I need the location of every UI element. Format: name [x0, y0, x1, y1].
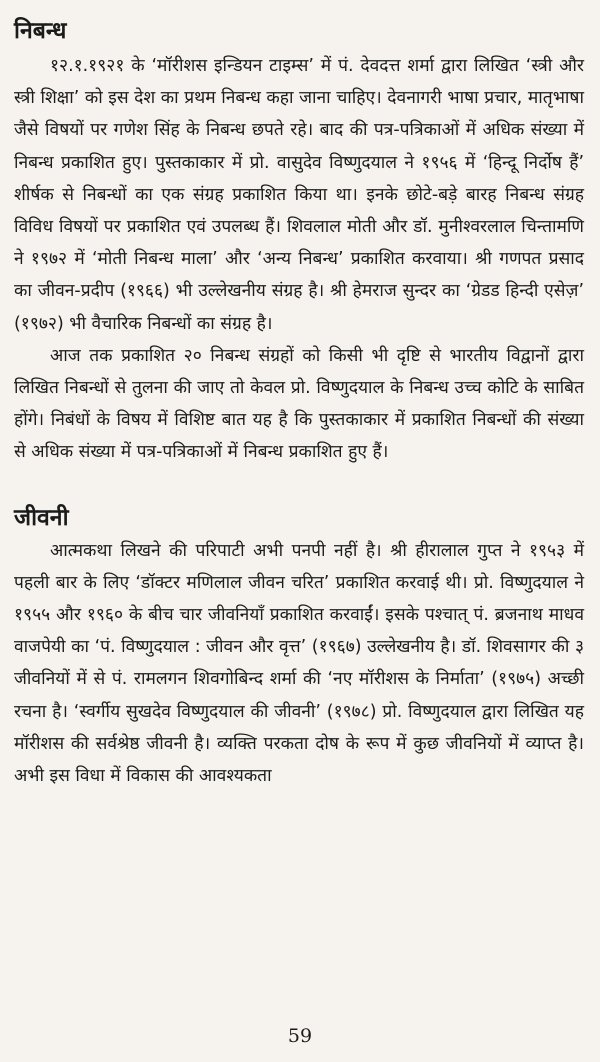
page-number: 59	[287, 1025, 313, 1047]
section-heading-jivani: जीवनी	[14, 504, 69, 531]
section-heading-nibandh: निबन्ध	[14, 18, 67, 44]
book-page	[14, 16, 584, 1046]
paragraph: आज तक प्रकाशित २० निबन्ध संग्रहों को किसी भी दृष्टि से भारतीय विद्वानों द्वारा लिखित निबन्धों से तुलना की जाए तो केवल प्रो. विष्णुदयाल के निबन्ध उच्च कोटि के साबित होंगे। निबंधों के विषय में विशिष्ट बात यह है कि पुस्तकाकार में प्रकाशित निबन्धों की संख्या से अधिक संख्या में पत्र-पत्रिकाओं में निबन्ध प्रकाशित हुए हैं।	[14, 345, 584, 463]
paragraph: १२.१.१९२१ के ‘मॉरीशस इन्डियन टाइम्स’ में पं. देवदत्त शर्मा द्वारा लिखित ‘स्त्री और स्त्री शिक्षा’ को इस देश का प्रथम निबन्ध कहा जाना चाहिए। देवनागरी भाषा प्रचार, मातृभाषा जैसे विषयों पर गणेश सिंह के निबन्ध छपते रहे। बाद की पत्र-पत्रिकाओं में अधिक संख्या में निबन्ध प्रकाशित हुए। पुस्तकाकार में प्रो. वासुदेव विष्णुदयाल ने १९५६ में ‘हिन्दू निर्दोष हैं’ शीर्षक से निबन्धों का एक संग्रह प्रकाशित किया था। इनके छोटे-बड़े बारह निबन्ध संग्रह विविध विषयों पर प्रकाशित एवं उपलब्ध हैं। शिवलाल मोती और डॉ. मुनीश्वरलाल चिन्तामणि ने १९७२ में ‘मोती निबन्ध माला’ और ‘अन्य निबन्ध’ प्रकाशित करवाया। श्री गणपत प्रसाद का जीवन-प्रदीप (१९६६) भी उल्लेखनीय संग्रह है। श्री हेमराज सुन्दर का ‘ग्रेडड हिन्दी एसेज़’ (१९७२) भी वैचारिक निबन्धों का संग्रह है।	[14, 56, 584, 334]
paragraph: आत्मकथा लिखने की परिपाटी अभी पनपी नहीं है। श्री हीरालाल गुप्त ने १९५३ में पहली बार के लिए ‘डॉक्टर मणिलाल जीवन चरित’ प्रकाशित करवाई थी। प्रो. विष्णुदयाल ने १९५५ और १९६० के बीच चार जीवनियाँ प्रकाशित करवाईं। इसके पश्चात् पं. ब्रजनाथ माधव वाजपेयी का ‘पं. विष्णुदयाल : जीवन और वृत्त’ (१९६७) उल्लेखनीय है। डॉ. शिवसागर की ३ जीवनियों में से पं. रामलगन शिवगोबिन्द शर्मा की ‘नए मॉरीशस के निर्माता’ (१९७५) अच्छी रचना है। ‘स्वर्गीय सुखदेव विष्णुदयाल की जीवनी’ (१९७८) प्रो. विष्णुदयाल द्वारा लिखित यह मॉरीशस की सर्वश्रेष्ठ जीवनी है। व्यक्ति परकता दोष के रूप में कुछ जीवनियों में व्याप्त है। अभी इस विधा में विकास की आवश्यकता	[14, 540, 584, 787]
